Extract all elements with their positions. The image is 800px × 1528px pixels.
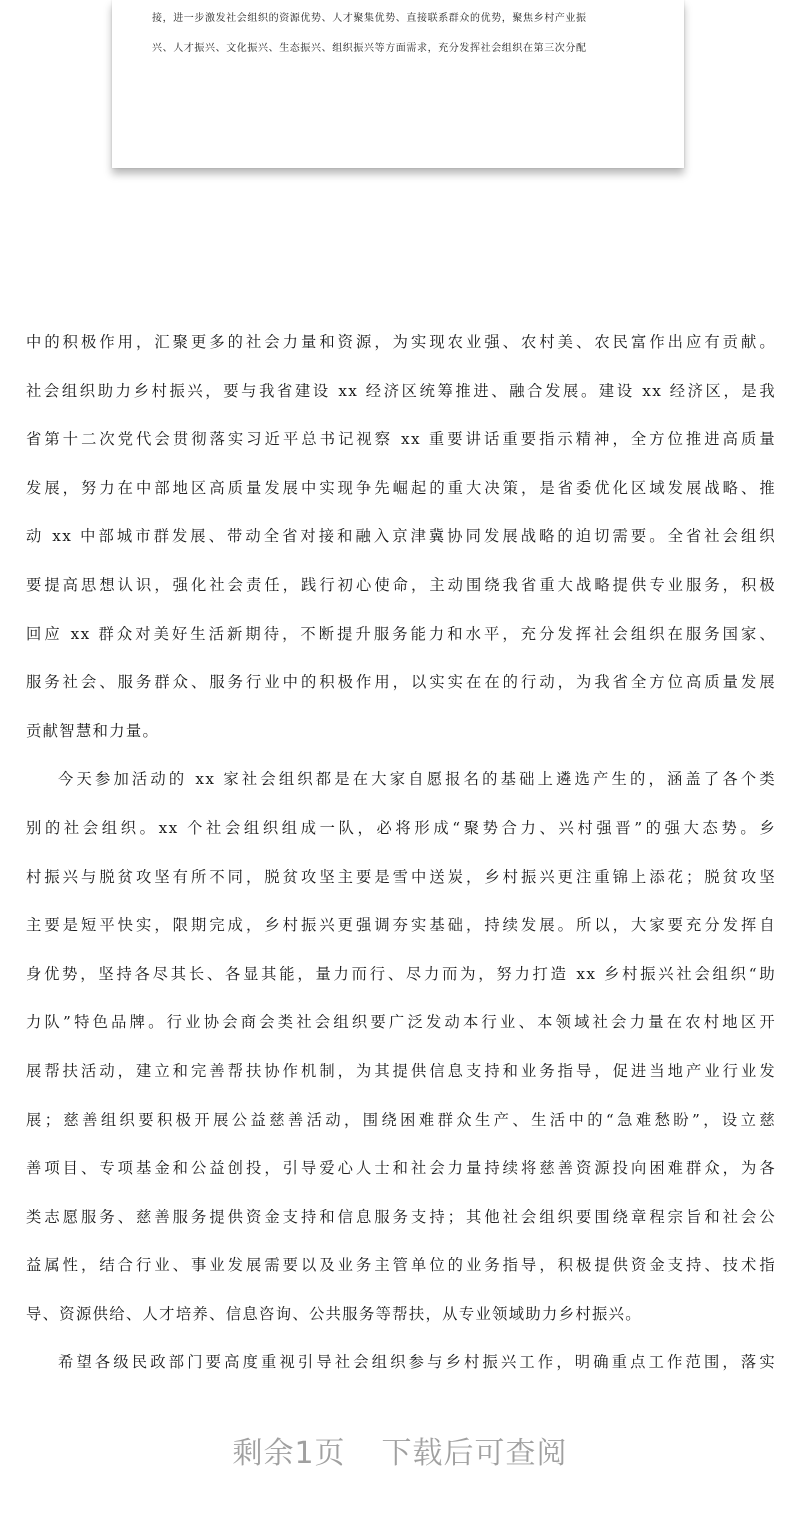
- remaining-pages-label: 剩余1页: [232, 1436, 346, 1471]
- preview-text-line: 接，进一步激发社会组织的资源优势、人才聚集优势、直接联系群众的优势，聚焦乡村产业振: [152, 13, 587, 24]
- text-line: 省第十二次党代会贯彻落实习近平总书记视察 xx 重要讲话重要指示精神，全方位推进高质量: [26, 430, 776, 449]
- paragraph-1: [26, 318, 776, 755]
- document-body: [26, 318, 776, 1387]
- text-line: 服务社会、服务群众、服务行业中的积极作用，以实实在在的行动，为我省全方位高质量发展: [26, 673, 776, 692]
- text-line: 身优势，坚持各尽其长、各显其能，量力而行、尽力而为，努力打造 xx 乡村振兴社会组织“助: [26, 964, 776, 983]
- text-line: 村振兴与脱贫攻坚有所不同，脱贫攻坚主要是雪中送炭，乡村振兴更注重锦上添花；脱贫攻坚: [26, 867, 776, 886]
- text-line: 力队”特色品牌。行业协会商会类社会组织要广泛发动本行业、本领域社会力量在农村地区开: [26, 1013, 776, 1032]
- text-line: 希望各级民政部门要高度重视引导社会组织参与乡村振兴工作，明确重点工作范围，落实: [58, 1353, 776, 1372]
- text-line: 要提高思想认识，强化社会责任，践行初心使命，主动围绕我省重大战略提供专业服务，积极: [26, 575, 776, 594]
- document-preview-card: [112, 0, 684, 168]
- text-line: 益属性，结合行业、事业发展需要以及业务主管单位的业务指导，积极提供资金支持、技术指: [26, 1256, 776, 1275]
- text-line: 展；慈善组织要积极开展公益慈善活动，围绕困难群众生产、生活中的“急难愁盼”，设立慈: [26, 1110, 776, 1129]
- text-line: 社会组织助力乡村振兴，要与我省建设 xx 经济区统筹推进、融合发展。建设 xx 经济区，是我: [26, 381, 776, 400]
- text-line: 动 xx 中部城市群发展、带动全省对接和融入京津冀协同发展战略的迫切需要。全省社会组织: [26, 527, 776, 546]
- text-line: 中的积极作用，汇聚更多的社会力量和资源，为实现农业强、农村美、农民富作出应有贡献。: [26, 333, 776, 351]
- paragraph-3: [26, 1338, 776, 1387]
- text-line: 贡献智慧和力量。: [26, 721, 160, 740]
- text-line: 类志愿服务、慈善服务提供资金支持和信息服务支持；其他社会组织要围绕章程宗旨和社会公: [26, 1207, 776, 1226]
- text-line: 回应 xx 群众对美好生活新期待，不断提升服务能力和水平，充分发挥社会组织在服务国家、: [26, 624, 776, 643]
- paragraph-2: [26, 755, 776, 1338]
- text-line: 主要是短平快实，限期完成，乡村振兴更强调夯实基础，持续发展。所以，大家要充分发挥自: [26, 916, 776, 935]
- text-line: 发展，努力在中部地区高质量发展中实现争先崛起的重大决策，是省委优化区域发展战略、推: [26, 478, 776, 497]
- text-line: 展帮扶活动，建立和完善帮扶协作机制，为其提供信息支持和业务指导，促进当地产业行业发: [26, 1061, 776, 1080]
- text-line: 今天参加活动的 xx 家社会组织都是在大家自愿报名的基础上遴选产生的，涵盖了各个类: [58, 770, 776, 789]
- preview-text-line: 兴、人才振兴、文化振兴、生态振兴、组织振兴等方面需求，充分发挥社会组织在第三次分配: [152, 43, 587, 54]
- text-line: 善项目、专项基金和公益创投，引导爱心人士和社会力量持续将慈善资源投向困难群众，为各: [26, 1159, 776, 1178]
- text-line: 导、资源供给、人才培养、信息咨询、公共服务等帮扶，从专业领域助力乡村振兴。: [26, 1304, 642, 1323]
- remaining-pages-notice[interactable]: [0, 1428, 800, 1472]
- text-line: 别的社会组织。xx 个社会组织组成一队，必将形成“聚势合力、兴村强晋”的强大态势。乡: [26, 818, 776, 837]
- download-to-view-label: 下载后可查阅: [381, 1436, 568, 1471]
